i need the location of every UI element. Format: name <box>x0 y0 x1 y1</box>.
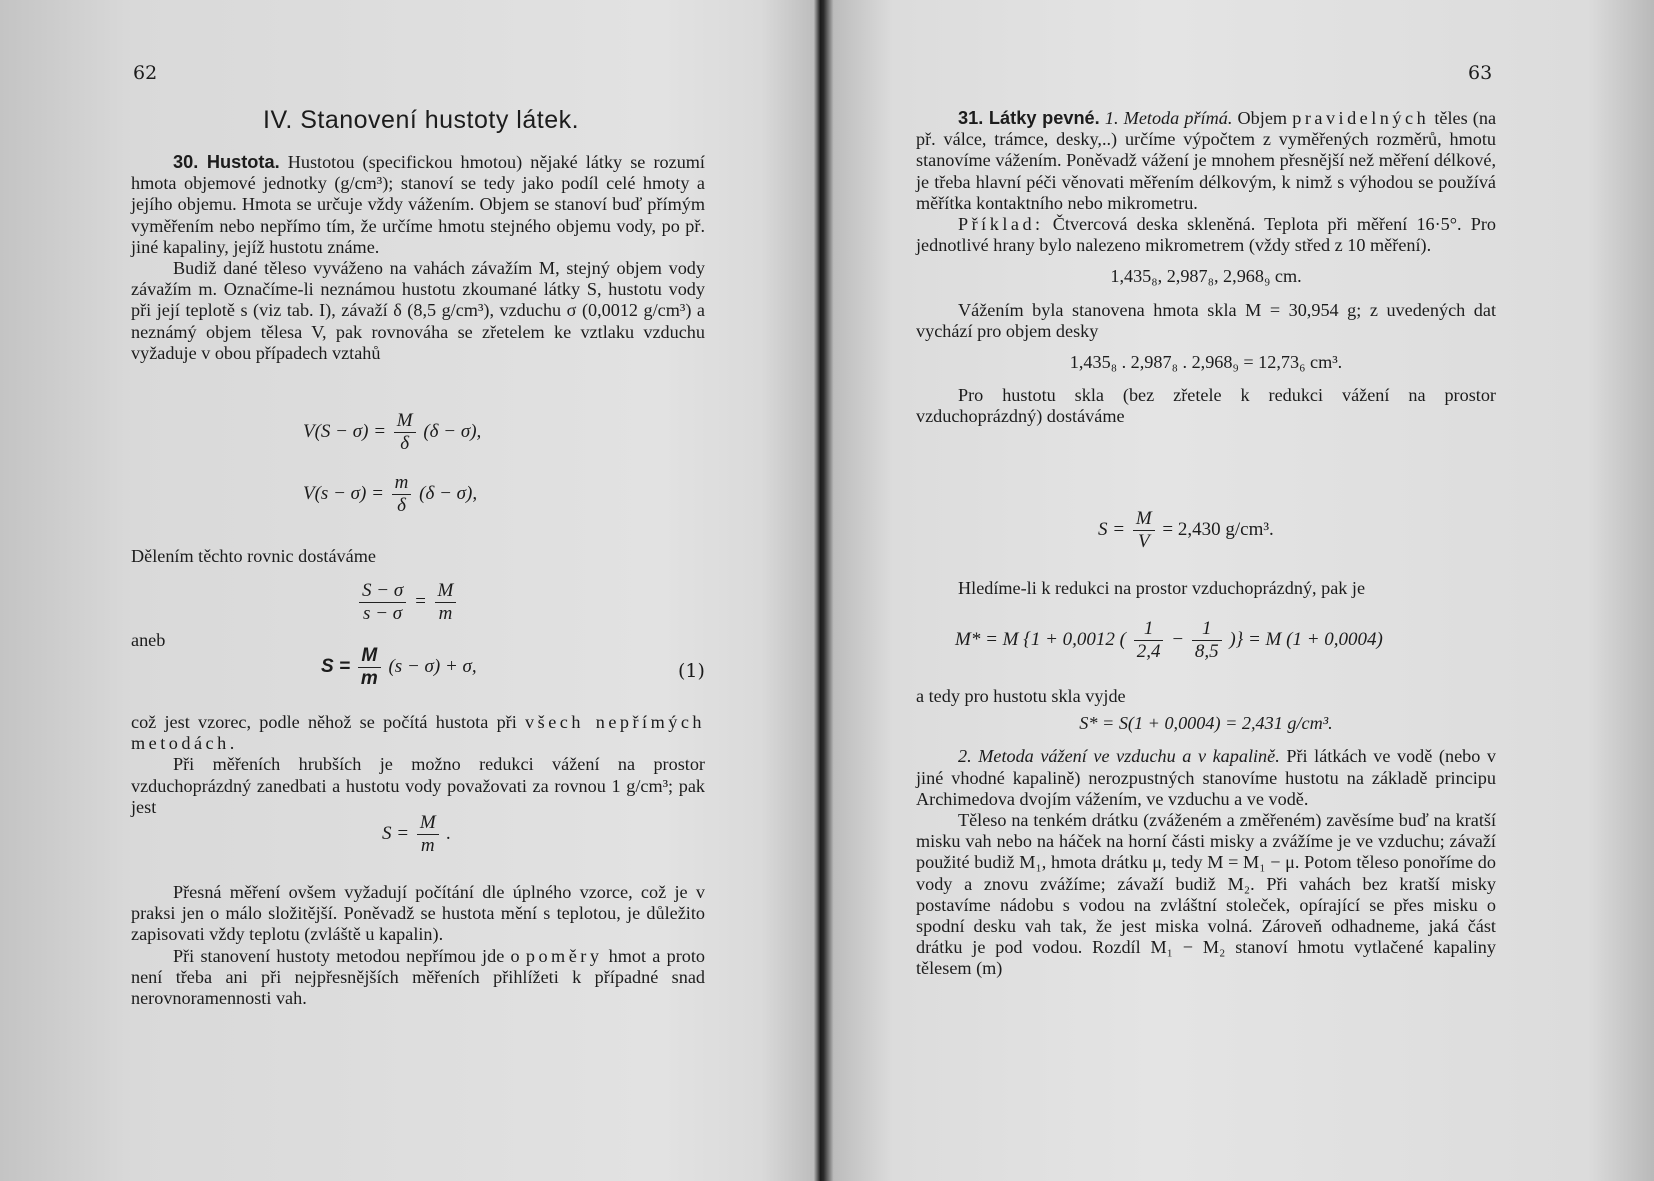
left-page <box>0 0 816 1181</box>
equation-lhs: M* = M {1 + 0,0012 ( <box>955 628 1126 650</box>
minus-sign: − <box>1171 628 1185 650</box>
equation-3 <box>356 580 459 625</box>
paragraph-group <box>131 882 705 1009</box>
fraction-numerator: 1 <box>1134 618 1164 641</box>
fraction-numerator: M <box>1133 508 1155 531</box>
page-number: 62 <box>133 62 158 84</box>
fraction-denominator: δ <box>400 433 410 454</box>
paragraph: Přesná měření ovšem vyžadují počítání dle úplného vzorce, což je v praksi jen o málo složitější. Poněvadž se hustota mění s teplotou, je důležito zapisovati vždy teplotu (zvláště u kapalin). <box>131 882 705 945</box>
equation-4 <box>321 645 477 690</box>
fraction-denominator: 2,4 <box>1136 641 1161 662</box>
paragraph: Při měřeních hrubších je možno redukci vážení na prostor vzduchoprázdný zanedbati a hustotu vody považovati za rovnou 1 g/cm³; pak jest <box>131 754 705 817</box>
equation-rhs: (δ − σ), <box>419 482 478 504</box>
equation-s-star: S* = S(1 + 0,0004) = 2,431 g/cm³. <box>1079 713 1333 734</box>
fraction-denominator: 8,5 <box>1194 641 1219 662</box>
paragraph: Čtvercová deska skleněná. Teplota při měření 16·5°. Pro jednotlivé hrany bylo nalezeno mikrometrem (vždy střed z 10 měření). <box>916 214 1496 256</box>
equation-m-star <box>955 618 1383 663</box>
equation-tag: (1) <box>678 660 705 682</box>
method-title: 1. Metoda přímá. <box>1104 108 1233 128</box>
paragraph: Pro hustotu skla (bez zřetele k redukci vážení na prostor vzduchoprázdný) dostáváme <box>916 385 1496 427</box>
paragraph: Budiž dané těleso vyváženo na vahách závažím M, stejný objem vody závažím m. Označíme-li neznámou hustotu zkoumané látky S, hustotu vody při její teplotě s (viz tab. I), závaží δ (8,5 g/cm³), vzduchu σ (0,0012 g/cm³) a neznámý objem tělesa V, pak rovnováha se zřetelem ke vztlaku vzduchu vyžaduje v obou případech vztahů <box>131 258 705 363</box>
equation-rhs: (δ − σ), <box>423 420 482 442</box>
paragraph: těles (na př. válce, trámce, desky,..) určíme výpočtem z vyměřených rozměrů, hmotu stanovíme vážením. Poněvadž vážení je mnohem přesnější než měření délkové, je třeba hlavní péči věnovati měřením délkovým, k nimž s výhodou se používá měřítka kontaktního nebo mikrometru. <box>916 108 1497 213</box>
equation-lhs: S = <box>321 655 351 677</box>
section-30 <box>131 152 705 364</box>
method-title: 2. Metoda vážení ve vzduchu a v kapalině. <box>958 746 1280 767</box>
fraction-denominator: m <box>360 668 378 689</box>
aneb-text: aneb <box>131 630 166 650</box>
paragraph: což jest vzorec, podle něhož se počítá hustota při <box>131 712 517 732</box>
measurements: 1,435₈, 2,987₈, 2,968₉ cm. <box>1110 266 1302 287</box>
chapter-title: IV. Stanovení hustoty látek. <box>263 106 580 134</box>
equation-s <box>1098 508 1274 553</box>
paragraph: hmot a proto není třeba ani při nejpřesnějších měřeních přihlížeti k případné snad nerovnoramennosti vah. <box>131 945 706 1009</box>
paragraph: Při látkách ve vodě (nebo v jiné vhodné kapalině) nerozpustných stanovíme hustotu na základě principu Archimedova dvojím vážením, ve vzduchu a ve vodě. <box>916 746 1496 809</box>
section-heading: 31. Látky pevné. <box>958 108 1100 128</box>
paragraph <box>916 578 1496 599</box>
equation-lhs: V(s − σ) = <box>303 482 384 504</box>
equation-lhs: V(S − σ) = <box>303 420 387 442</box>
paragraph-text: Hledíme-li k redukci na prostor vzduchoprázdný, pak je <box>958 578 1366 598</box>
paragraph-group <box>131 712 705 818</box>
equation-5 <box>382 812 451 857</box>
fraction-numerator: m <box>392 472 412 495</box>
fraction-denominator: δ <box>397 495 406 516</box>
division-text: Dělením těchto rovnic dostáváme <box>131 546 376 566</box>
fraction-denominator: V <box>1137 531 1150 552</box>
volume-equation: 1,435₈ . 2,987₈ . 2,968₉ = 12,73₆ cm³. <box>1069 352 1343 373</box>
equation-2 <box>303 472 477 517</box>
spaced-text: poměry <box>525 945 603 966</box>
equation-lhs: S = <box>382 822 410 844</box>
page-number: 63 <box>1468 62 1493 84</box>
example-label: Příklad: <box>958 214 1044 235</box>
equation-lhs: S = <box>1098 518 1126 540</box>
fraction-denominator: m <box>438 603 453 624</box>
equation-rhs: = 2,430 g/cm³. <box>1162 518 1274 540</box>
fraction-denominator: s − σ <box>363 603 403 624</box>
equation-rhs: )} = M (1 + 0,0004) <box>1229 628 1383 650</box>
paragraph: Objem <box>1237 108 1288 128</box>
equation-1 <box>303 410 481 455</box>
fraction-numerator: 1 <box>1192 618 1222 641</box>
right-page <box>823 0 1654 1181</box>
spaced-text: všech nepřímých metodách. <box>131 712 705 754</box>
paragraph: Při stanovení hustoty metodou nepřímou jde o <box>173 945 520 966</box>
paragraph: Hustotou (specifickou hmotou) nějaké látky se rozumí hmota objemové jednotky (g/cm³); stanoví se tedy jako podíl celé hmoty a jejího objemu. Hmota se určuje vždy vážením. Objem se stanoví buď přímým vyměřením nebo nepřímo tím, že určíme hmotu stejného objemu vody, po př. jiné kapaliny, jejíž hustotu známe. <box>131 152 705 257</box>
fraction-numerator: M <box>358 645 381 668</box>
equals-sign: = <box>413 590 427 612</box>
paragraph: Těleso na tenkém drátku (zváženém a změřeném) zavěsíme buď na kratší misku vah nebo na háček na horní části misky a zvážíme je ve vzduchu; závaží použité budiž M₁, hmota drátku μ, tedy M = M₁ − μ. Potom těleso ponoříme do vody a znovu zvážíme; závaží budiž M₂. Při vahách bez kratší misky postavíme nádobu s vodou na zvláštní stoleček, opírající se přes misku o spodní desku vah tak, že jest miska volná. Zároveň odhadneme, jaká část drátku je pod vodou. Rozdíl M₁ − M₂ stanoví hmotu vytlačené kapaliny tělesem (m) <box>916 810 1496 979</box>
paragraph-group <box>916 686 1496 980</box>
section-heading: 30. Hustota. <box>173 152 280 172</box>
spaced-text: pravidelných <box>1292 108 1430 128</box>
fraction-numerator: M <box>394 410 416 433</box>
fraction-numerator: S − σ <box>359 580 406 603</box>
fraction-denominator: m <box>420 835 435 856</box>
paragraph: a tedy pro hustotu skla vyjde <box>916 686 1126 706</box>
fraction-numerator: M <box>417 812 439 835</box>
section-31 <box>916 108 1496 428</box>
equation-rhs: . <box>446 822 452 844</box>
paragraph: Vážením byla stanovena hmota skla M = 30,954 g; z uvedených dat vychází pro objem desky <box>916 299 1496 341</box>
fraction-numerator: M <box>435 580 457 603</box>
equation-rhs: (s − σ) + σ, <box>388 655 477 677</box>
